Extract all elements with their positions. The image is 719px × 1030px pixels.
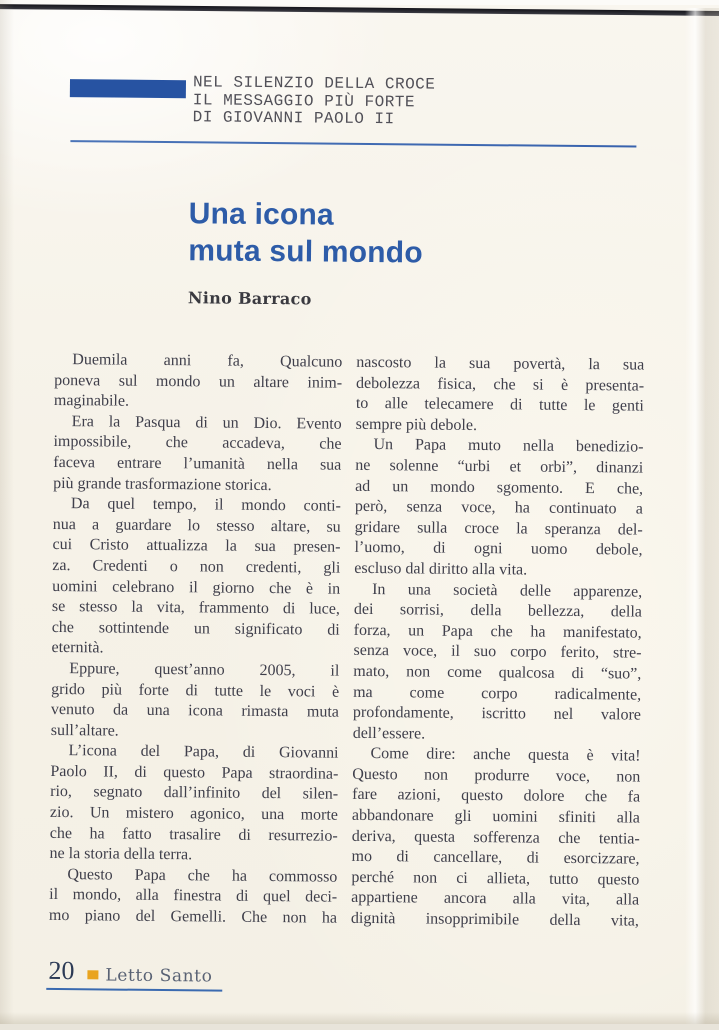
scan-edge-right bbox=[685, 8, 719, 1024]
title-line-2: muta sul mondo bbox=[188, 234, 423, 270]
article-author: Nino Barraco bbox=[187, 288, 312, 309]
article-title bbox=[188, 195, 423, 271]
text-line: sull’altare. bbox=[50, 721, 119, 740]
text-line: Un Papa muto nella benedizio- bbox=[373, 436, 644, 456]
text-line: deriva, questa sofferenza che tentia- bbox=[351, 827, 640, 848]
header-rule bbox=[70, 140, 636, 147]
text-line: In una società delle apparenze, bbox=[372, 580, 643, 601]
text-line: ad un mondo sgomento. E che, bbox=[355, 477, 644, 498]
text-line: ne la storia della terra. bbox=[49, 845, 193, 864]
text-line: abbandonare gli uomini sfiniti alla bbox=[351, 806, 641, 827]
text-line: mo piano del Gemelli. Che non ha bbox=[48, 906, 338, 927]
text-line: zio. Un mistero agonico, una morte bbox=[49, 804, 339, 824]
text-line: grido più forte di tutte le voci è bbox=[51, 680, 340, 701]
text-line: uomini celebrano il giorno che è in bbox=[52, 577, 341, 598]
text-line: to alle telecamere di tutte le genti bbox=[355, 395, 644, 415]
text-line: il mondo, alla finestra di quel deci- bbox=[49, 886, 338, 907]
kicker-line-1: NEL SILENZIO DELLA CROCE bbox=[192, 73, 436, 94]
header-kicker bbox=[193, 74, 436, 129]
text-line: appartiene ancora alla vita, alla bbox=[351, 889, 640, 910]
text-line: più grande trasformazione storica. bbox=[53, 474, 272, 494]
text-line: senza voce, il suo corpo ferito, stre- bbox=[353, 642, 642, 662]
text-line: profondamente, iscritto nel valore bbox=[352, 703, 642, 724]
text-line: ne solenne “urbi et orbi”, dinanzi bbox=[355, 456, 644, 477]
text-line: mo di cancellare, di esorcizzare, bbox=[351, 848, 640, 868]
text-line: se stesso la vita, frammento di luce, bbox=[51, 598, 341, 618]
page-number: 20 bbox=[48, 955, 75, 986]
text-line: Questo non produrre voce, non bbox=[352, 765, 641, 786]
text-line: l’uomo, di ogni uomo debole, bbox=[354, 539, 643, 559]
text-line: dignità insopprimibile della vita, bbox=[350, 909, 640, 930]
text-line: poneva sul mondo un altare inim- bbox=[54, 371, 343, 392]
text-line: gridare sulla croce la speranza del- bbox=[354, 518, 643, 539]
text-line: che sottintende un significato di bbox=[51, 618, 340, 639]
text-line: Duemila anni fa, Qualcuno bbox=[72, 351, 343, 371]
text-column-left bbox=[49, 350, 343, 929]
text-line: dell’essere. bbox=[352, 724, 426, 743]
text-column-right bbox=[351, 353, 645, 932]
text-line: rio, segnato dall’infinito del silen- bbox=[50, 783, 339, 804]
text-line: Era la Pasqua di un Dio. Evento bbox=[71, 412, 342, 433]
text-line: maginabile. bbox=[53, 392, 130, 410]
text-line: L’icona del Papa, di Giovanni bbox=[68, 742, 339, 762]
text-line: fare azioni, questo dolore che fa bbox=[352, 786, 641, 807]
text-line: faceva entrare l’umanità nella sua bbox=[53, 453, 342, 474]
text-line: eternità. bbox=[51, 639, 104, 657]
kicker-line-3: DI GIOVANNI PAOLO II bbox=[192, 108, 395, 129]
scan-edge-left bbox=[0, 0, 14, 1024]
text-line: Eppure, quest’anno 2005, il bbox=[69, 660, 340, 680]
text-line: Da quel tempo, il mondo conti- bbox=[70, 495, 342, 515]
text-line: Paolo II, di questo Papa straordina- bbox=[50, 762, 339, 783]
text-line: debolezza fisica, che si è presenta- bbox=[356, 374, 645, 395]
text-line: sempre più debole. bbox=[355, 415, 478, 434]
text-line: Come dire: anche questa è vita! bbox=[370, 745, 641, 765]
title-line-1: Una icona bbox=[188, 197, 335, 232]
text-line: za. Credenti o non credenti, gli bbox=[52, 556, 341, 577]
text-line: venuto da una icona rimasta muta bbox=[50, 701, 340, 721]
scan-edge-bottom bbox=[0, 1012, 719, 1024]
text-line: nascosto la sua povertà, la sua bbox=[356, 353, 645, 374]
text-line: escluso dal diritto alla vita. bbox=[354, 559, 528, 579]
text-line: forza, un Papa che ha manifestato, bbox=[353, 621, 642, 642]
article-body bbox=[49, 350, 645, 932]
text-line: che ha fatto trasalire di resurrezio- bbox=[49, 824, 338, 845]
text-line: impossibile, che accadeva, che bbox=[53, 433, 342, 454]
text-line: dei sorrisi, della bellezza, della bbox=[353, 600, 642, 621]
header-accent-bar bbox=[70, 79, 186, 98]
footer-square-icon bbox=[87, 970, 98, 979]
text-line: perché non ci allieta, tutto questo bbox=[351, 868, 640, 889]
text-line: ma come corpo radicalmente, bbox=[353, 683, 642, 704]
text-line: nua a guardare lo stesso altare, su bbox=[52, 515, 341, 536]
kicker-line-2: IL MESSAGGIO PIÙ FORTE bbox=[192, 90, 416, 111]
text-line: cui Cristo attualizza la sua presen- bbox=[52, 536, 341, 557]
text-line: mato, non come qualcosa di “suo”, bbox=[353, 662, 642, 683]
text-line: però, senza voce, ha continuato a bbox=[354, 498, 643, 518]
publication-name: Letto Santo bbox=[105, 965, 213, 987]
footer-rule bbox=[46, 988, 222, 992]
text-line: Questo Papa che ha commosso bbox=[67, 865, 338, 886]
